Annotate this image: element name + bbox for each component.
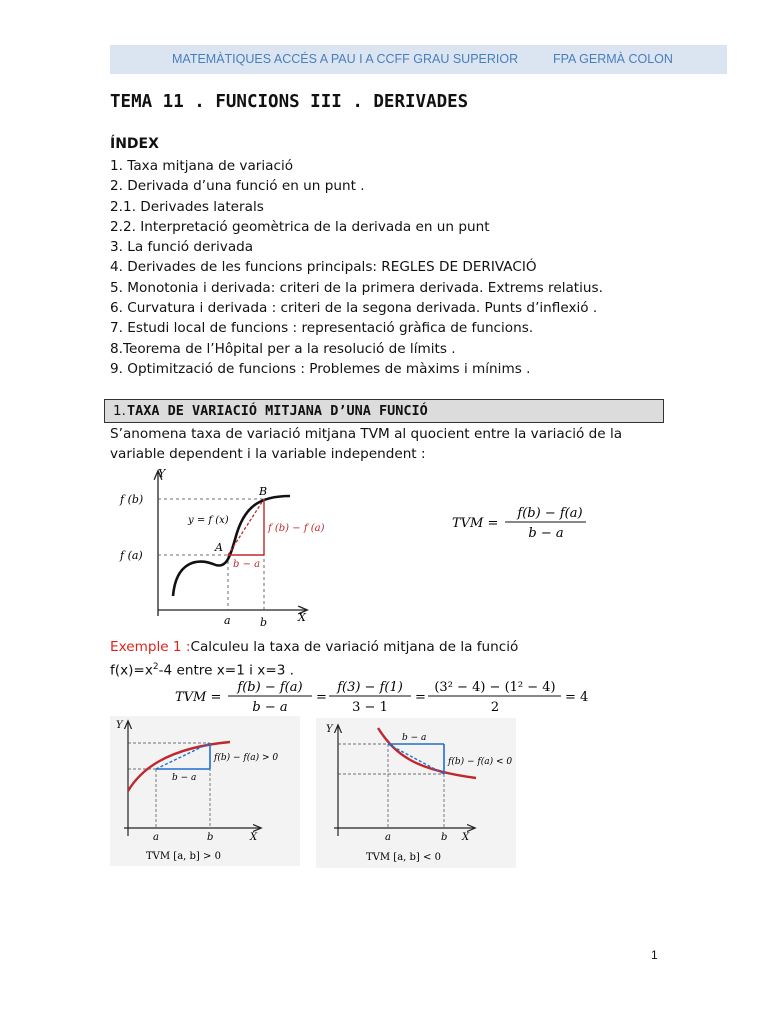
figure-background — [110, 716, 300, 866]
diff-x-label: b − a — [172, 773, 197, 783]
index-item: 2. Derivada d’una funció en un punt . — [110, 178, 365, 195]
index-item: 5. Monotonia i derivada: criteri de la primera derivada. Extrems relatius. — [110, 279, 603, 296]
x-axis-label: X — [462, 832, 470, 843]
index-item: 4. Derivades de les funcions principals: REGLES DE DERIVACIÓ — [110, 259, 537, 276]
example-func-post: -4 entre x=1 i x=3 . — [158, 662, 294, 679]
diff-x-label: b − a — [233, 559, 261, 570]
formula-lhs: TVM = — [452, 516, 499, 531]
page-number: 1 — [651, 948, 658, 962]
y-axis-label: Y — [326, 724, 333, 735]
fb-label: f (b) — [120, 493, 144, 506]
y-axis-label: Y — [158, 467, 166, 480]
point-b-label: B — [259, 485, 268, 498]
index-list — [110, 156, 603, 379]
page-title: TEMA 11 . FUNCIONS III . DERIVADES — [110, 92, 469, 112]
diff-x-label: b − a — [402, 733, 427, 743]
example-text: Calculeu la taxa de variació mitjana de la funció — [190, 639, 519, 655]
formula-numerator: f(b) − f(a) — [517, 506, 583, 521]
f2-result: = 4 — [565, 690, 589, 705]
page-header — [110, 45, 727, 74]
point-a-label: A — [215, 541, 223, 554]
index-item: 2.1. Derivades laterals — [110, 198, 264, 215]
section-paragraph: S’anomena taxa de variació mitjana TVM al quocient entre la variació de la variable dependent i la variable independent : — [110, 426, 623, 462]
header-school: FPA GERMÀ COLON — [553, 52, 673, 66]
section-number: 1. — [113, 403, 126, 419]
function-label: y = f (x) — [188, 515, 229, 526]
f2-frac3-num: (3² − 4) − (1² − 4) — [434, 680, 556, 695]
example-formula — [175, 676, 595, 716]
fa-label: f (a) — [120, 549, 143, 562]
tvm-negative-diagram — [316, 718, 516, 868]
index-item: 1. Taxa mitjana de variació — [110, 158, 294, 174]
tvm-positive-diagram — [110, 716, 300, 866]
a-tick-label: a — [385, 832, 391, 843]
example-func-pre: f(x)=x — [110, 662, 153, 679]
example-label: Exemple 1 : — [110, 639, 191, 655]
index-item: 6. Curvatura i derivada : criteri de la segona derivada. Punts d’inflexió . — [110, 300, 598, 317]
caption: TVM [a, b] > 0 — [146, 851, 221, 862]
a-tick-label: a — [153, 832, 159, 843]
example-func-exponent: 2 — [152, 662, 159, 672]
function-curve — [173, 496, 290, 596]
diff-f-label: f(b) − f(a) > 0 — [214, 753, 279, 763]
b-tick-label: b — [260, 616, 268, 629]
f2-equals-2: = — [415, 690, 426, 705]
index-item: 7. Estudi local de funcions : representació gràfica de funcions. — [110, 320, 534, 337]
tvm-diagram — [118, 466, 348, 631]
a-tick-label: a — [224, 614, 231, 627]
f2-equals-1: = — [316, 690, 327, 705]
index-item: 8.Teorema de l’Hôpital per a la resolució de límits . — [110, 340, 456, 357]
section-title: TAXA DE VARIACIÓ MITJANA D’UNA FUNCIÓ — [127, 403, 428, 419]
b-tick-label: b — [207, 832, 214, 843]
formula-denominator: b − a — [528, 526, 564, 541]
f2-frac2-num: f(3) − f(1) — [337, 680, 403, 695]
index-item: 3. La funció derivada — [110, 239, 254, 256]
f2-lhs: TVM = — [175, 690, 222, 705]
diff-f-label: f (b) − f (a) — [268, 523, 325, 534]
tvm-formula — [452, 503, 592, 543]
y-axis-label: Y — [116, 720, 123, 731]
f2-frac2-den: 3 − 1 — [352, 700, 388, 715]
f2-frac1-num: f(b) − f(a) — [237, 680, 303, 695]
x-axis-label: X — [250, 832, 258, 843]
diff-f-label: f(b) − f(a) < 0 — [448, 757, 513, 767]
section-heading — [104, 399, 664, 423]
f2-frac1-den: b − a — [252, 700, 288, 715]
index-heading: ÍNDEX — [110, 136, 159, 152]
b-tick-label: b — [441, 832, 448, 843]
caption: TVM [a, b] < 0 — [366, 852, 441, 863]
example-1 — [110, 637, 518, 657]
f2-frac3-den: 2 — [490, 700, 500, 715]
index-item: 2.2. Interpretació geomètrica de la derivada en un punt — [110, 218, 490, 235]
header-course: MATEMÀTIQUES ACCÉS A PAU I A CCFF GRAU SUPERIOR — [172, 52, 519, 66]
x-axis-label: X — [298, 611, 306, 624]
index-item: 9. Optimització de funcions : Problemes de màxims i mínims . — [110, 360, 531, 377]
